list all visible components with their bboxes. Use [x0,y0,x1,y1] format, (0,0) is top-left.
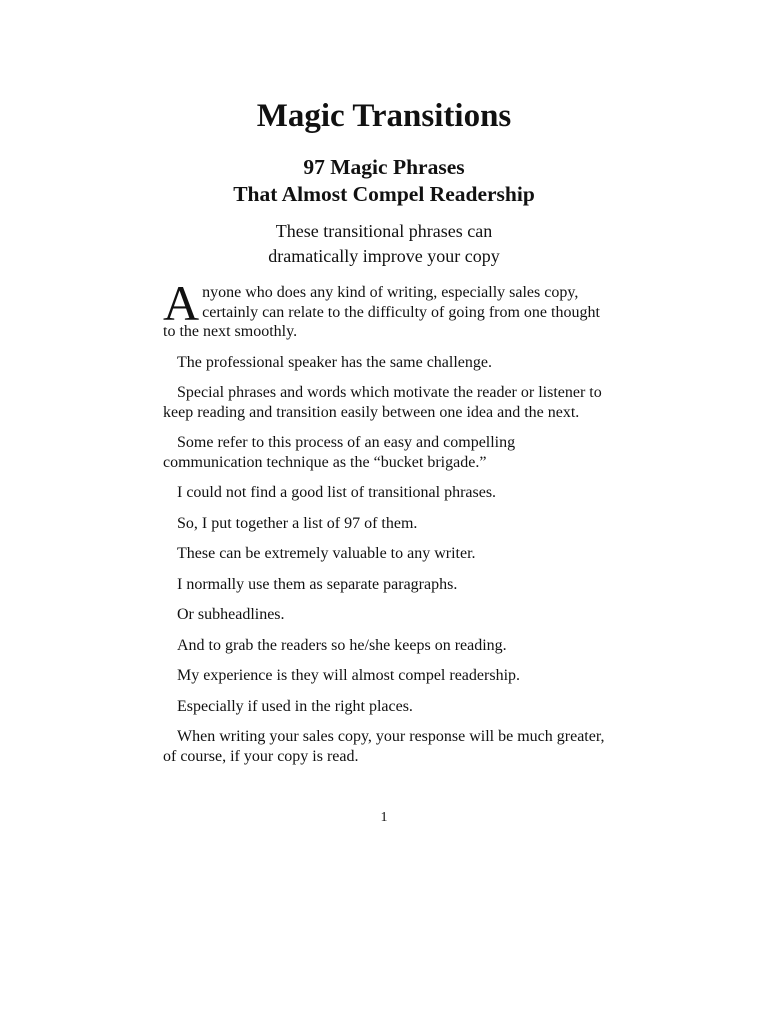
subtitle-line-2: That Almost Compel Readership [233,182,535,206]
body-paragraph: I could not find a good list of transitional phrases. [177,484,497,501]
tagline-line-2: dramatically improve your copy [268,246,500,266]
body-paragraph: My experience is they will almost compel readership. [177,667,521,684]
body-paragraph: The professional speaker has the same challenge. [177,353,492,371]
body-paragraph: Some refer to this process of an easy and compelling communication technique as the “bucket brigade.” [163,434,516,471]
body-paragraph: When writing your sales copy, your response will be much greater, of course, if your copy is read. [163,728,605,765]
body-paragraph: Especially if used in the right places. [177,697,413,715]
body-paragraph: And to grab the readers so he/she keeps on reading. [177,636,507,654]
tagline-line-1: These transitional phrases can [275,221,493,241]
lead-paragraph [163,275,608,342]
body-paragraph: I normally use them as separate paragraphs. [177,575,458,593]
page-number: 1 [380,810,388,825]
document-body [163,275,608,777]
subtitle-line-1: 97 Magic Phrases [303,155,465,179]
body-paragraph: Or subheadlines. [177,606,285,623]
document-subtitle [0,154,768,208]
body-paragraph: So, I put together a list of 97 of them. [177,514,418,532]
body-paragraph: Special phrases and words which motivate the reader or listener to keep reading and transition easily between one idea and the next. [163,384,602,421]
document-tagline [0,219,768,269]
drop-cap: A [163,275,200,331]
body-paragraph: These can be extremely valuable to any writer. [177,545,476,562]
lead-paragraph-text: nyone who does any kind of writing, especially sales copy, certainly can relate to the difficulty of going from one thought to the next smoothly. [163,284,600,340]
document-title: Magic Transitions [256,98,512,134]
